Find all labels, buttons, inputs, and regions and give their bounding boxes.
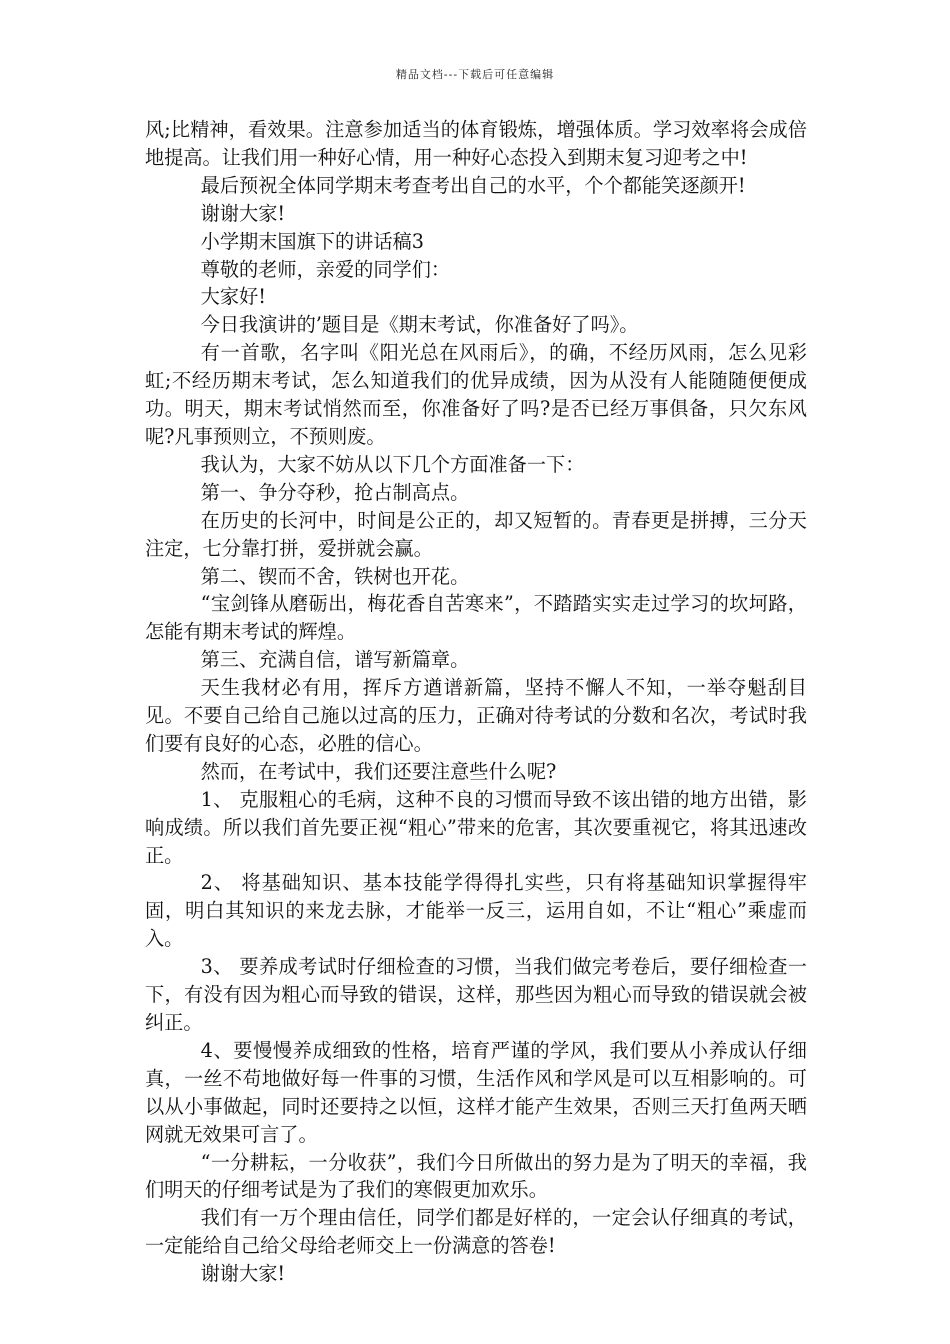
closing: 谢谢大家!: [200, 1262, 286, 1286]
paragraph: “宝剑锋从磨砺出，梅花香自苦寒来”，不踏踏实实走过学习的坎坷路，怎能有期末考试的辉煌。: [145, 592, 807, 644]
paragraph: 最后预祝全体同学期末考查考出自己的水平，个个都能笑逐颜开!: [200, 173, 746, 197]
paragraph: 有一首歌，名字叫《阳光总在风雨后》，的确，不经历风雨，怎么见彩虹;不经历期末考试，怎么知道我们的优异成绩，因为从没有人能随随便便成功。明天，期末考试悄然而至，你准备好了吗?是否已经万事俱备，只欠东风呢?凡事预则立，不预则废。: [145, 341, 807, 448]
paragraph: 风;比精神，看效果。注意参加适当的体育锻炼，增强体质。学习效率将会成倍地提高。让我们用一种好心情，用一种好心态投入到期末复习迎考之中!: [145, 118, 807, 169]
paragraph: 在历史的长河中，时间是公正的，却又短暂的。青春更是拼搏，三分天注定，七分靠打拼，爱拼就会赢。: [145, 508, 807, 560]
point-heading: 第三、充满自信，谱写新篇章。: [200, 648, 470, 672]
salutation: 尊敬的老师，亲爱的同学们：: [200, 257, 451, 281]
point-heading: 第二、锲而不舍，铁树也开花。: [200, 564, 470, 588]
point-heading: 第一、争分夺秒，抢占制高点。: [200, 480, 470, 504]
list-item: 1、 克服粗心的毛病，这种不良的习惯而导致不该出错的地方出错，影响成绩。所以我们首先要正视“粗心”带来的危害，其次要重视它，将其迅速改正。: [145, 787, 807, 867]
paragraph: 然而，在考试中，我们还要注意些什么呢?: [200, 759, 557, 783]
paragraph: 我认为，大家不妨从以下几个方面准备一下：: [200, 452, 585, 476]
section-title: 小学期末国旗下的讲话稿3: [200, 229, 424, 253]
list-item: 4、要慢慢养成细致的性格，培育严谨的学风，我们要从小养成认仔细真，一丝不苟地做好每一件事的习惯，生活作风和学风是可以互相影响的。可以从小事做起，同时还要持之以恒，这样才能产生效果，否则三天打鱼两天晒网就无效果可言了。: [145, 1038, 807, 1146]
document-body: [145, 116, 807, 1288]
paragraph: 今日我演讲的’题目是《期末考试，你准备好了吗》。: [200, 313, 639, 337]
paragraph: 天生我材必有用，挥斥方遒谱新篇，坚持不懈人不知，一举夺魁刮目见。不要自己给自己施以过高的压力，正确对待考试的分数和名次，考试时我们要有良好的心态，必胜的信心。: [145, 676, 807, 755]
paragraph: “一分耕耘，一分收获”，我们今日所做出的努力是为了明天的幸福，我们明天的仔细考试是为了我们的寒假更加欢乐。: [145, 1150, 807, 1202]
paragraph: 我们有一万个理由信任，同学们都是好样的，一定会认仔细真的考试，一定能给自己给父母给老师交上一份满意的答卷!: [145, 1206, 807, 1258]
page-header: 精品文档---下载后可任意编辑: [395, 68, 555, 81]
list-item: 2、 将基础知识、基本技能学得得扎实些，只有将基础知识掌握得牢固，明白其知识的来龙去脉，才能举一反三，运用自如，不让“粗心”乘虚而入。: [145, 871, 807, 951]
paragraph: 谢谢大家!: [200, 201, 286, 225]
list-item: 3、 要养成考试时仔细检查的习惯，当我们做完考卷后，要仔细检查一下，有没有因为粗心而导致的错误，这样，那些因为粗心而导致的错误就会被纠正。: [145, 955, 807, 1034]
greeting: 大家好!: [200, 285, 266, 309]
